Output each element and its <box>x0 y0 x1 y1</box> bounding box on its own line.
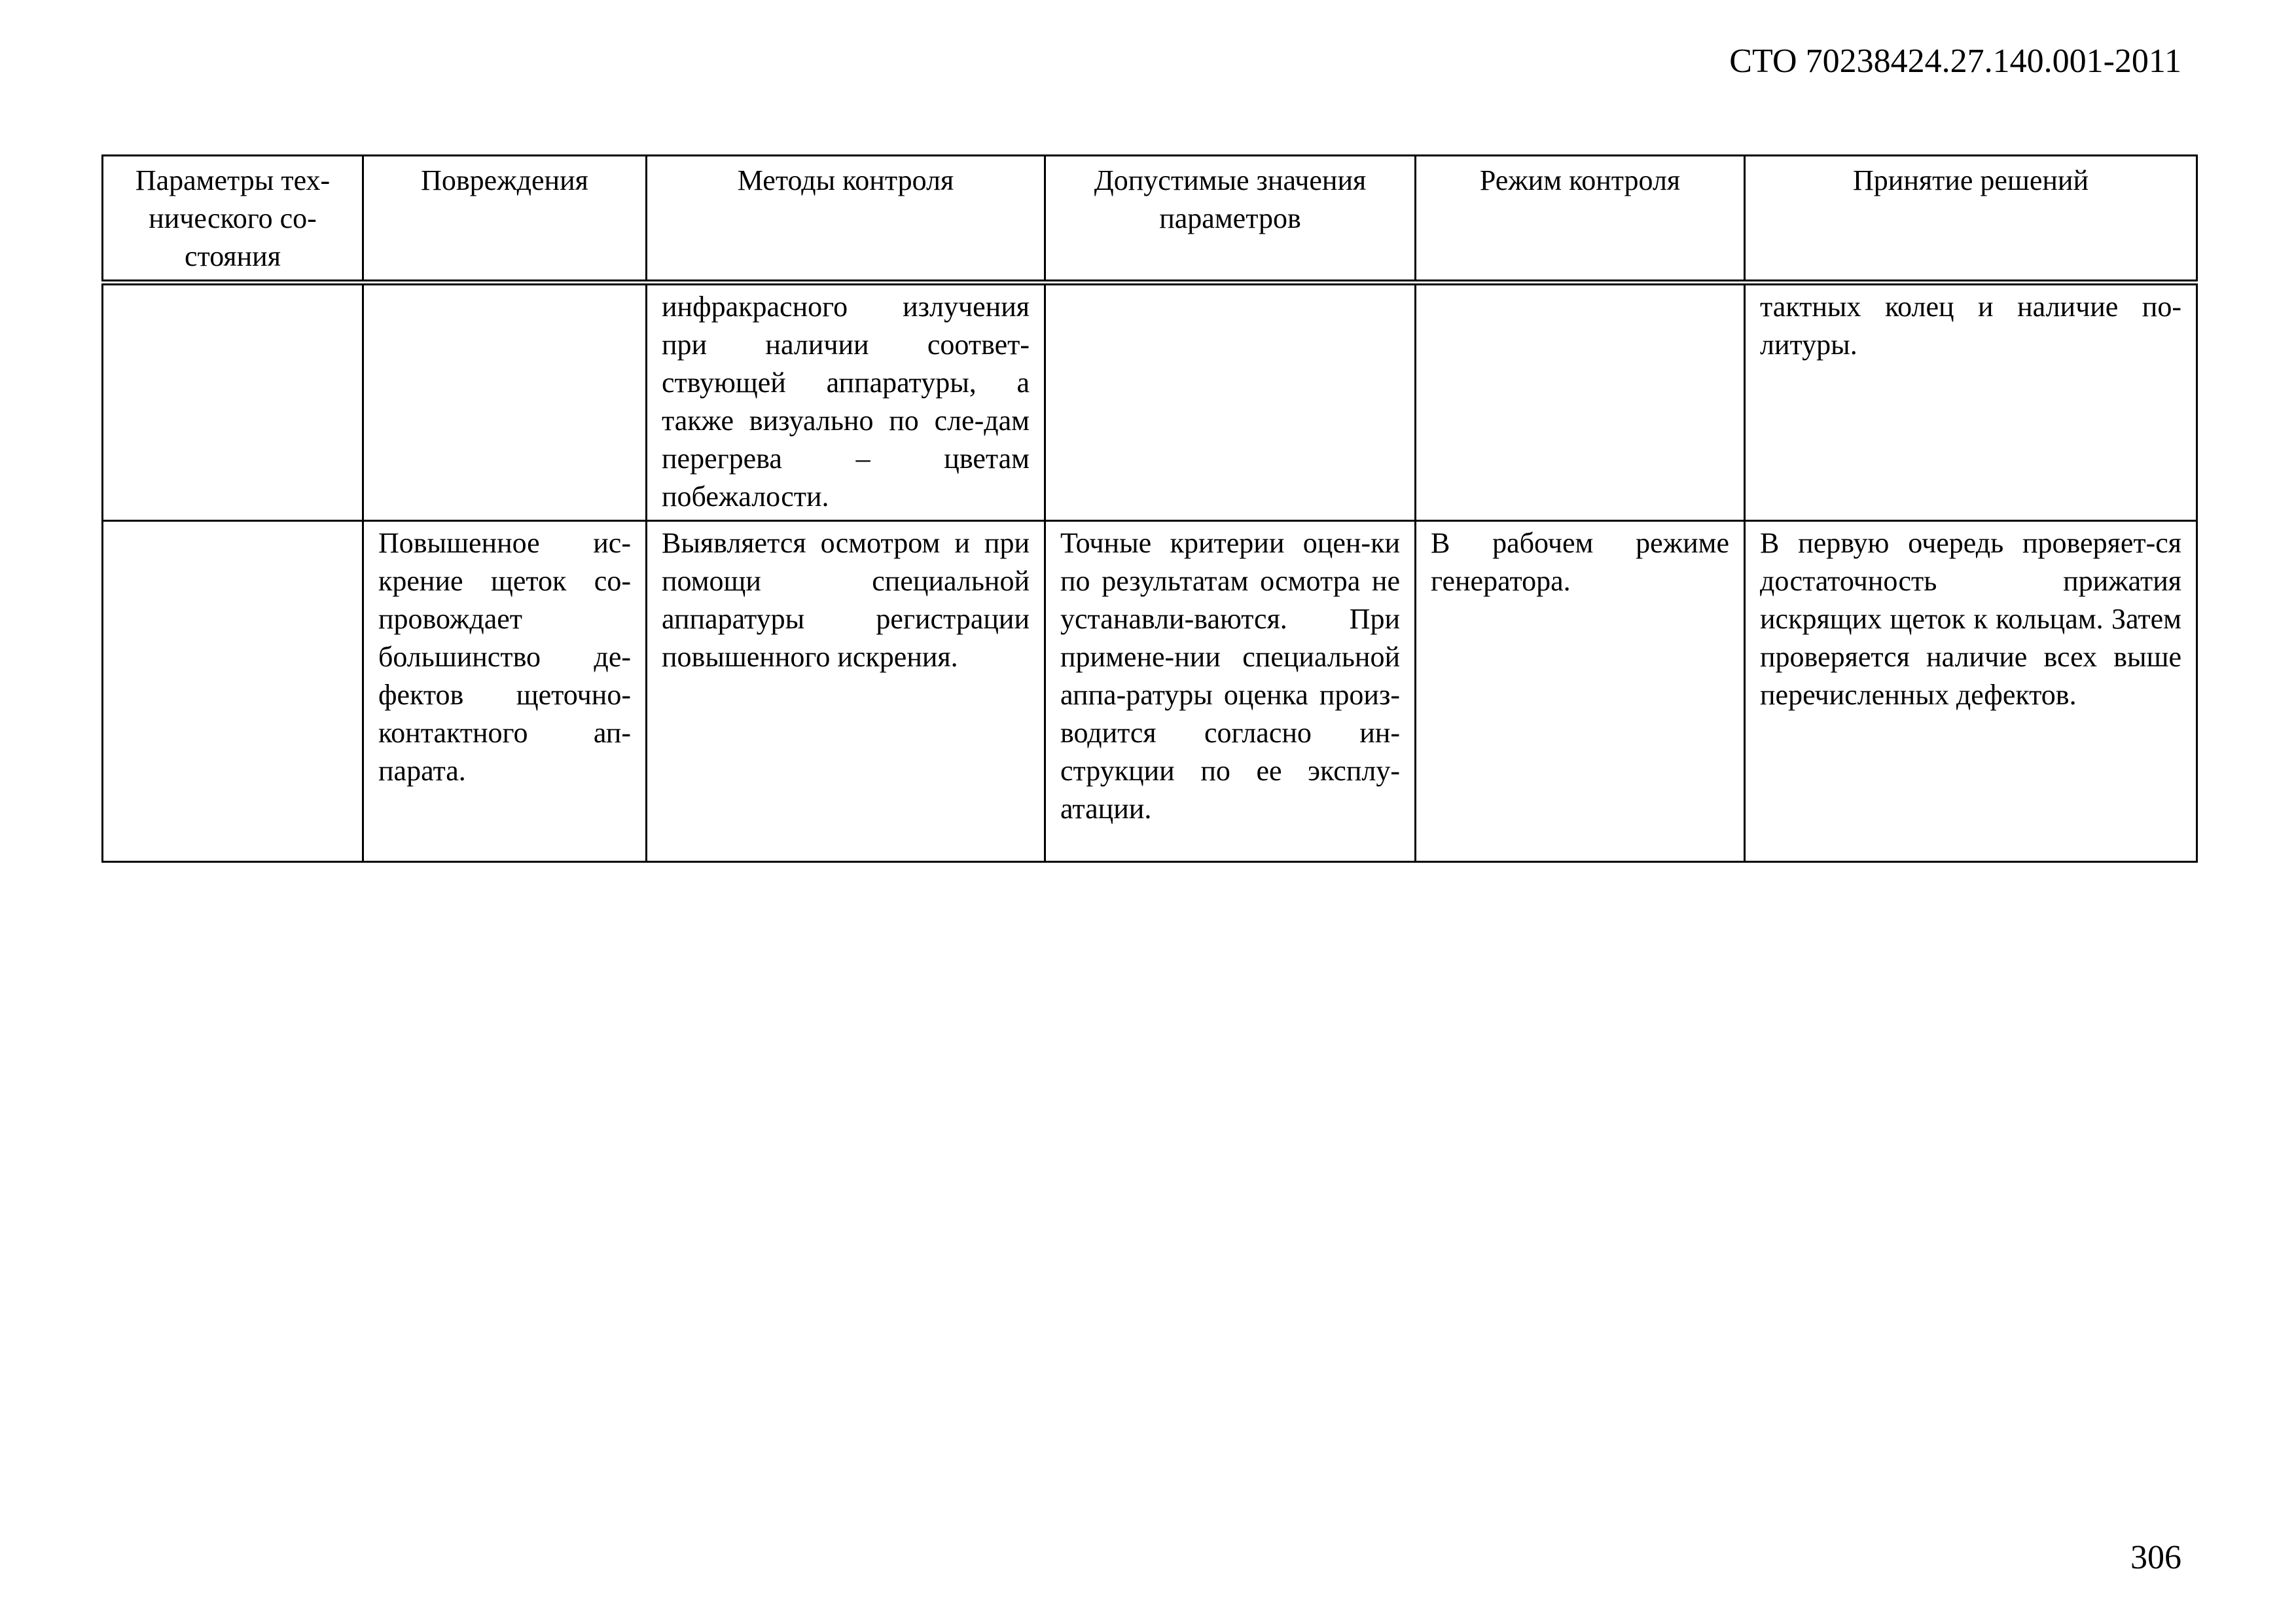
column-header-control-mode: Режим контроля <box>1416 156 1745 283</box>
cell-control-mode <box>1416 283 1745 521</box>
document-code: СТО 70238424.27.140.001-2011 <box>1729 43 2181 80</box>
cell-parameters <box>103 521 363 862</box>
column-header-parameters: Параметры тех- нического со- стояния <box>103 156 363 283</box>
inspection-table <box>101 154 2198 863</box>
column-header-methods: Методы контроля <box>647 156 1045 283</box>
cell-parameters <box>103 283 363 521</box>
column-header-decision: Принятие решений <box>1745 156 2197 283</box>
column-header-damage: Повреждения <box>363 156 647 283</box>
cell-methods: инфракрасного излучения при наличии соответ-ствующей аппаратуры, а также визуально по сле-дам перегрева – цветам побежалости. <box>647 283 1045 521</box>
table-row <box>103 283 2197 521</box>
table-row <box>103 521 2197 862</box>
cell-methods: Выявляется осмотром и при помощи специальной аппаратуры регистрации повышенного искрения. <box>647 521 1045 862</box>
cell-control-mode: В рабочем режиме генератора. <box>1416 521 1745 862</box>
cell-decision: В первую очередь проверяет-ся достаточность прижатия искрящих щеток к кольцам. Затем проверяется наличие всех выше перечисленных дефектов. <box>1745 521 2197 862</box>
cell-damage: Повышенное ис-крение щеток со-провождает большинство де-фектов щеточно-контактного ап-парата. <box>363 521 647 862</box>
column-header-allowed-values: Допустимые значения параметров <box>1045 156 1416 283</box>
cell-allowed-values <box>1045 283 1416 521</box>
table-header-row <box>103 156 2197 283</box>
page-number: 306 <box>2130 1539 2181 1576</box>
cell-damage <box>363 283 647 521</box>
cell-decision: тактных колец и наличие по-литуры. <box>1745 283 2197 521</box>
cell-allowed-values: Точные критерии оцен-ки по результатам осмотра не устанавли-ваются. При примене-нии специальной аппа-ратуры оценка произ-водится согласно ин-струкции по ее эксплу-атации. <box>1045 521 1416 862</box>
